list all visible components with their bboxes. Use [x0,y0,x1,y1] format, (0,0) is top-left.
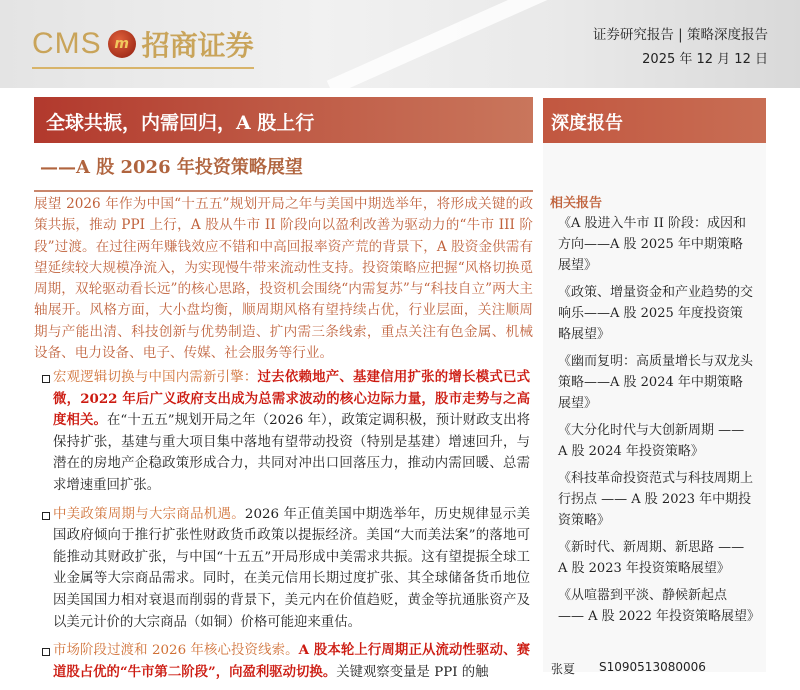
key-points [40,367,530,690]
related-report-link[interactable]: 《科技革命投资范式与科技周期上行拐点 —— A 股 2023 年中期投资策略》 [558,471,754,528]
sidebar-title: 深度报告 [551,113,623,134]
analyst-info [551,660,706,677]
report-subtitle: ——A 股 2026 年投资策略展望 [40,157,303,178]
sidebar-header [543,98,766,143]
related-report-link[interactable]: 《政策、增量资金和产业趋势的交响乐——A 股 2025 年度投资策略展望》 [558,285,754,342]
report-title: 全球共振，内需回归，A 股上行 [46,112,315,134]
checkbox-bullet-icon [42,512,50,520]
point-body: 在“十五五”规划开局之年（2026 年），政策定调积极，预计财政支出将保持扩张，基建与重大项目集中落地有望带动投资（特别是基建）增速回升，与潜在的房地产企稳政策形成合力，共同对冲出口回落压力，推动内需回暖、总需求增速重回扩张。 [53,413,530,493]
point-highlight: 过去依赖地产、基建信用扩张的增长模式已式微，2022 年后广义政府支出成为总需求波动的核心边际力量，股市走势与之高度相关。 [53,369,531,429]
logo-text-en: CMS [32,27,102,60]
title-bar [34,97,533,143]
report-header-banner [0,0,800,88]
point-heading: 宏观逻辑切换与中国内需新引擎： [53,370,258,385]
analyst-name: 张夏 [551,662,576,676]
point-heading: 市场阶段过渡和 2026 年核心投资线索。 [53,643,299,659]
point-highlight: A 股本轮上行周期正从流动性驱动、赛道股占优的“牛市第二阶段”，向盈利驱动切换。 [53,642,530,680]
checkbox-bullet-icon [42,375,50,383]
cms-logo [32,24,254,69]
key-point [40,640,530,683]
related-report-link[interactable]: 《新时代、新周期、新思路 —— A 股 2023 年投资策略展望》 [558,540,745,576]
key-point [40,504,530,634]
related-reports-title: 相关报告 [550,196,603,211]
point-body: 2026 年正值美国中期选举年，历史规律显示美国政府倾向于推行扩张性财政货币政策以提振经济。美国“大而美法案”的落地可能推动其财政扩张，与中国“十五五”开局形成中美需求共振。这有望提振全球工业金属等大宗商品需求。同时，在美元信用长期过度扩张、其全球储备货币地位因美国国力相对衰退而削弱的背景下，美元内在价值趋贬，黄金等抗通胀资产及以美元计价的大宗商品（如铜）价格可能迎来重估。 [53,506,530,630]
key-point [40,367,530,497]
logo-text-cn: 招商证券 [141,29,254,62]
related-report-link[interactable]: 《大分化时代与大创新周期 —— A 股 2024 年投资策略》 [558,423,745,459]
decorative-arrow [327,0,644,88]
point-heading: 中美政策周期与大宗商品机遇。 [53,506,245,522]
related-report-link[interactable]: 《幽而复明：高质量增长与双龙头策略——A 股 2024 年中期策略展望》 [558,354,754,411]
related-report-link[interactable]: 《从喧嚣到平淡、静候新起点 —— A 股 2022 年投资策略展望》 [558,588,761,624]
related-reports [550,192,761,633]
related-report-link[interactable]: 《A 股进入牛市 II 阶段：成因和方向——A 股 2025 年中期策略展望》 [558,216,747,273]
summary-paragraph: 展望 2026 年作为中国“十五五”规划开局之年与美国中期选举年，将形成关键的政策共振，推动 PPI 上行，A 股从牛市 II 阶段向以盈利改善为驱动力的“牛市 III 阶段”过渡。在过往两年赚钱效应不错和中高回报率资产荒的背景下，A 股资金供需有望延续较大规模净流入，为实现慢牛带来流动性支持。投资策略应把握“风格切换觅周期，双轮驱动看长远”的核心思路，投资机会围绕“内需复苏”与“科技自立”两大主轴展开。风格方面，大小盘均衡，顺周期风格有望持续占优，行业层面，关注顺周期与产能出清、科技创新与优势制造、扩内需三条线索，重点关注有色金属、机械设备、电力设备、电子、传媒、社会服务等行业。 [34,190,533,364]
checkbox-bullet-icon [42,648,50,656]
point-body: 关键观察变量是 PPI 的触 [336,664,489,680]
report-type: 证券研究报告 | 策略深度报告 [592,27,768,43]
report-date: 2025 年 12 月 12 日 [642,52,768,67]
analyst-license: S1090513080006 [599,660,706,674]
logo-mark-icon: m [108,30,136,58]
